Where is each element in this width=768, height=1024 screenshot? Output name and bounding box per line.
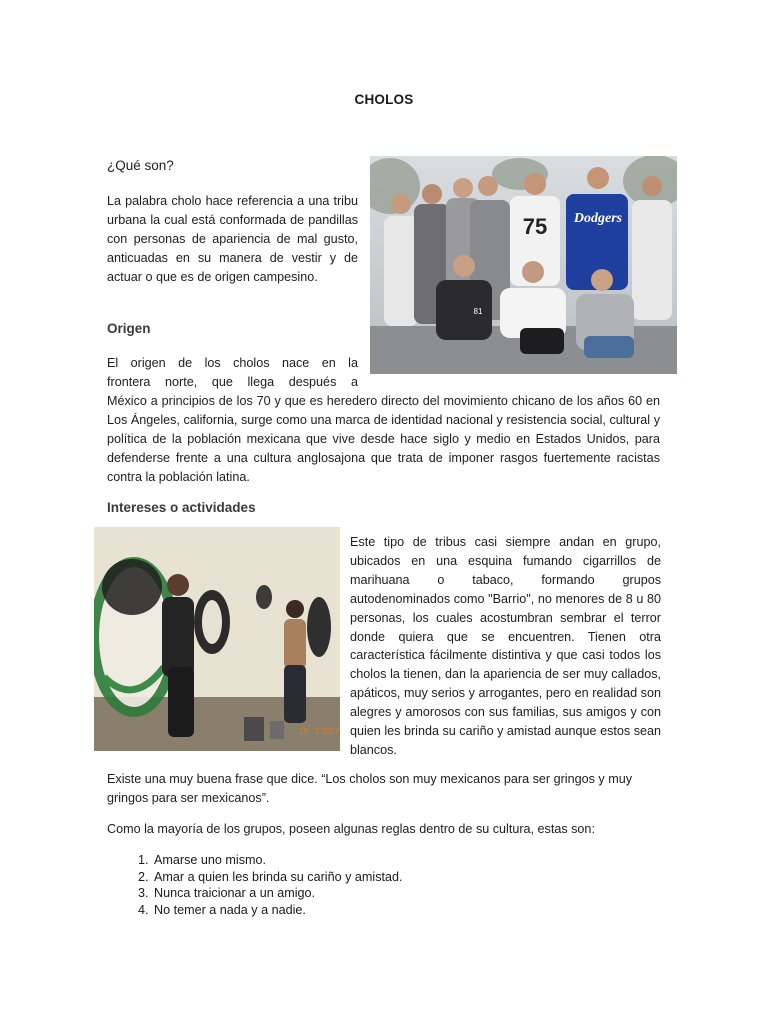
paragraph-reglas-intro: Como la mayoría de los grupos, poseen algunas reglas dentro de su cultura, estas son:	[107, 822, 595, 836]
group-photo-illustration	[370, 156, 677, 374]
page-title: CHOLOS	[354, 92, 414, 107]
rule-item: 2. Amar a quien les brinda su cariño y amistad.	[152, 869, 403, 886]
jersey-dodgers-text: Dodgers	[573, 211, 623, 226]
rules-list	[128, 852, 403, 918]
rule-item: 3. Nunca traicionar a un amigo.	[152, 885, 403, 902]
rule-item: 4. No temer a nada y a nadie.	[152, 902, 403, 919]
jersey-number-text: 75	[522, 214, 548, 239]
paragraph-que-son: La palabra cholo hace referencia a una tribu urbana la cual está conformada de pandillas con personas de apariencia de mal gusto, anticuadas en su manera de vestir y de actuar o que es de origen campesino.	[107, 194, 358, 284]
paragraph-origen-line-1: El origen de los cholos nace en la	[107, 356, 358, 370]
heading-intereses: Intereses o actividades	[107, 500, 256, 515]
graffiti-photo-illustration	[94, 527, 340, 751]
heading-que-son: ¿Qué son?	[107, 158, 174, 173]
rule-item: 1. Amarse uno mismo.	[152, 852, 403, 869]
paragraph-origen-line-2: frontera norte, que llega después a	[107, 375, 358, 389]
group-photo	[370, 156, 677, 374]
heading-origen: Origen	[107, 321, 151, 336]
paragraph-origen-wide: México a principios de los 70 y que es heredero directo del movimiento chicano de los años 60 en Los Ángeles, california, surge como una marca de identidad nacional y resistencia social, cultural y política de la población mexicana que vive desde hace siglo y medio en Estados Unidos, para defenderse frente a una cultura anglosajona que trata de imponer rasgos fuertemente racistas contra la población latina.	[107, 394, 660, 484]
small-number-text: 81	[473, 307, 483, 316]
photo-date-stamp: 29 . 3 2007	[299, 727, 340, 736]
graffiti-photo	[94, 527, 340, 751]
paragraph-intereses: Este tipo de tribus casi siempre andan en grupo, ubicados en una esquina fumando cigarrillos de marihuana o tabaco, formando grupos autodenominados como "Barrio", no menores de 8 u 80 personas, los cuales acostumbran sembrar el terror donde quiera que se encuentren. Tienen otra característica fácilmente distintiva y que casi todos los cholos la tienen, dan la apariencia de ser muy callados, apáticos, muy serios y arrogantes, pero en realidad son alegres y amorosos con sus familias, sus amigos y con quien les brinda su cariño y amistad aunque estos sean blancos.	[350, 535, 661, 757]
paragraph-frase: Existe una muy buena frase que dice. “Los cholos son muy mexicanos para ser gringos y muy gringos para ser mexicanos”.	[107, 772, 633, 805]
